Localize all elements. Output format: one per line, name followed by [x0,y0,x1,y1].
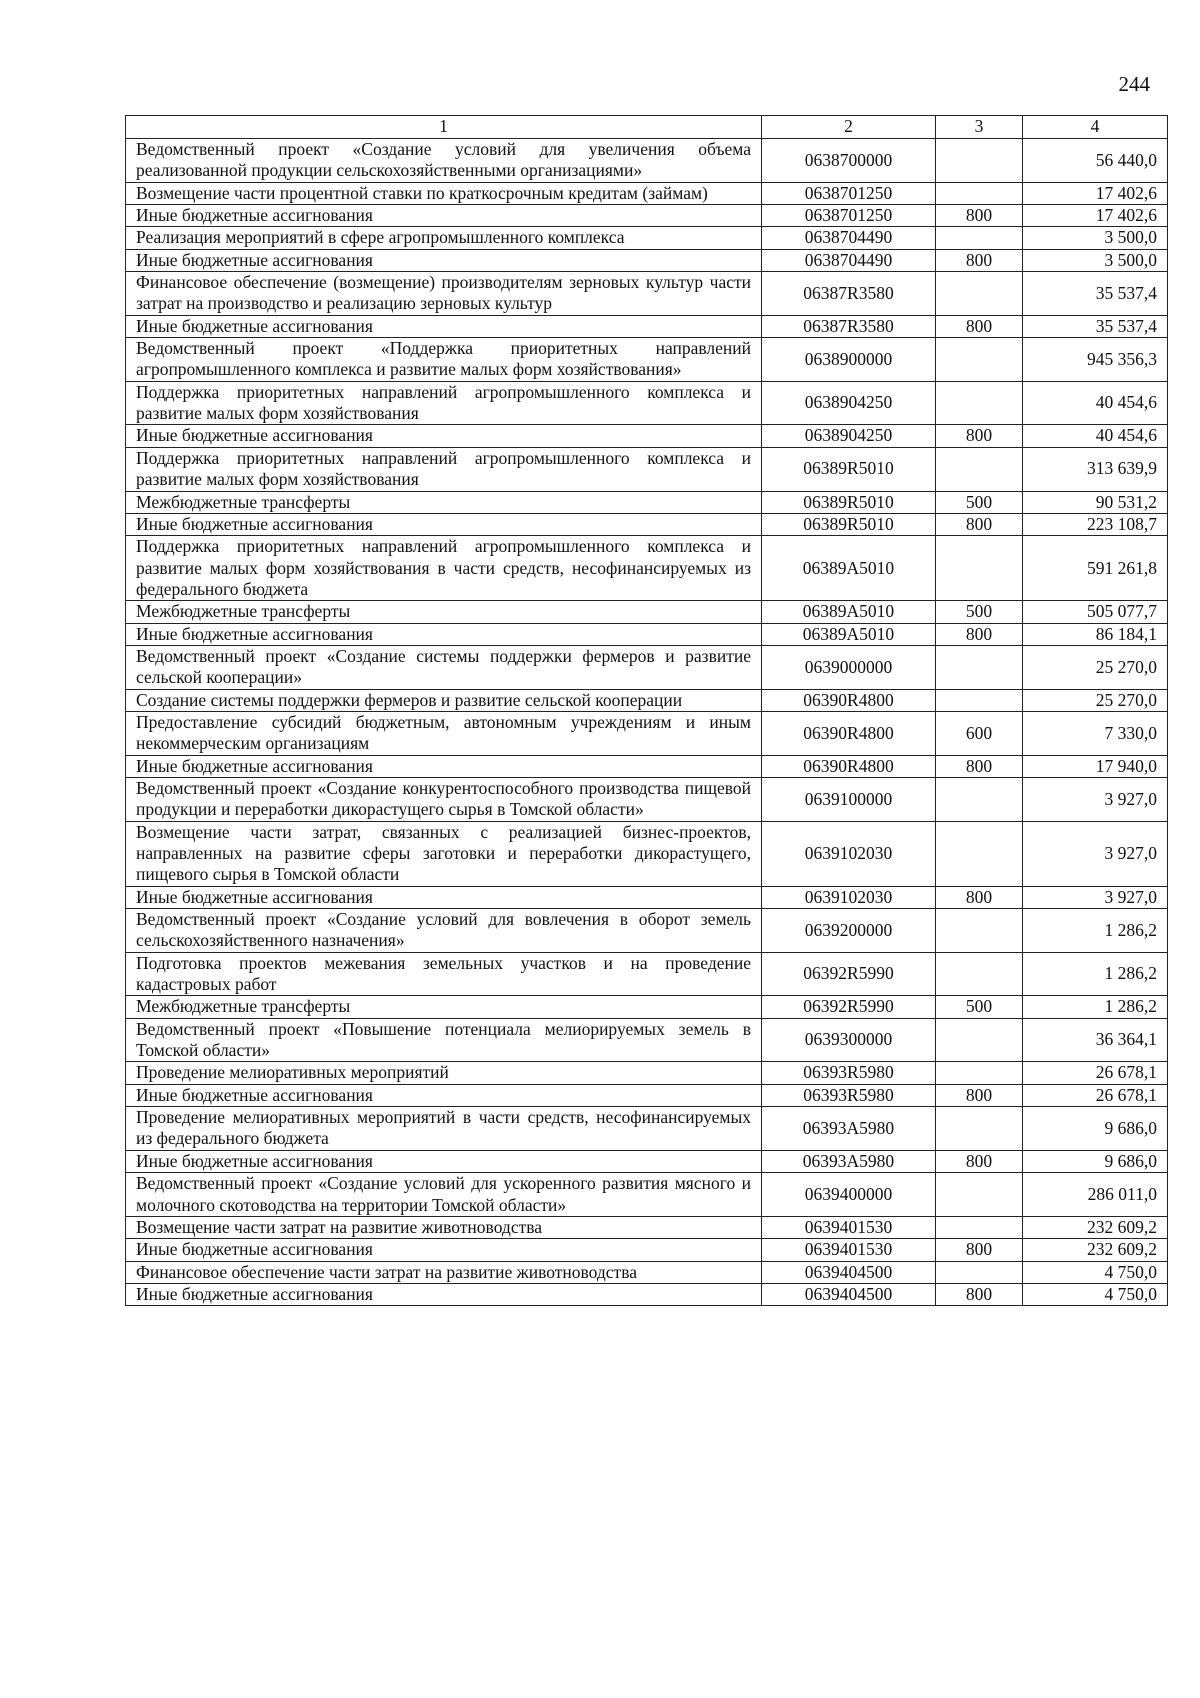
row-code: 0639102030 [762,886,936,908]
table-row [126,227,1168,249]
row-code: 0639404500 [762,1261,936,1283]
table-row [126,777,1168,821]
row-name: Ведомственный проект «Создание системы поддержки фермеров и развитие сельской кооперации» [126,645,762,689]
table-row [126,909,1168,953]
row-amount: 945 356,3 [1023,338,1168,382]
row-amount: 9 686,0 [1023,1107,1168,1151]
row-code: 0639102030 [762,821,936,886]
header-col-1: 1 [126,116,762,139]
row-code: 06387R3580 [762,315,936,337]
row-name: Создание системы поддержки фермеров и развитие сельской кооперации [126,689,762,711]
row-name: Иные бюджетные ассигнования [126,315,762,337]
page-number: 244 [1118,72,1150,96]
row-name: Иные бюджетные ассигнования [126,1239,762,1261]
row-type [936,272,1023,316]
header-col-4: 4 [1023,116,1168,139]
row-type: 600 [936,711,1023,755]
row-name: Межбюджетные трансферты [126,996,762,1018]
row-type: 800 [936,1283,1023,1305]
table-row [126,1261,1168,1283]
row-name: Подготовка проектов межевания земельных участков и на проведение кадастровых работ [126,952,762,996]
header-col-3: 3 [936,116,1023,139]
row-amount: 25 270,0 [1023,645,1168,689]
row-amount: 1 286,2 [1023,996,1168,1018]
row-name: Ведомственный проект «Создание условий для вовлечения в оборот земель сельскохозяйственного назначения» [126,909,762,953]
row-amount: 1 286,2 [1023,909,1168,953]
table-row [126,601,1168,623]
row-amount: 3 927,0 [1023,777,1168,821]
row-name: Ведомственный проект «Повышение потенциала мелиорируемых земель в Томской области» [126,1018,762,1062]
row-name: Иные бюджетные ассигнования [126,1150,762,1172]
row-amount: 40 454,6 [1023,425,1168,447]
row-type [936,1173,1023,1217]
row-type [936,821,1023,886]
row-name: Проведение мелиоративных мероприятий в части средств, несофинансируемых из федерального бюджета [126,1107,762,1151]
row-name: Иные бюджетные ассигнования [126,249,762,271]
table-row [126,1239,1168,1261]
row-name: Реализация мероприятий в сфере агропромышленного комплекса [126,227,762,249]
table-header [126,116,1168,139]
row-code: 0638701250 [762,205,936,227]
table-row [126,1150,1168,1172]
row-amount: 17 940,0 [1023,755,1168,777]
table-body [126,139,1168,1306]
row-code: 06389A5010 [762,536,936,601]
row-amount: 35 537,4 [1023,315,1168,337]
row-amount: 7 330,0 [1023,711,1168,755]
row-name: Возмещение части затрат, связанных с реализацией бизнес-проектов, направленных на развитие сферы заготовки и переработки дикорастущего, пищевого сырья в Томской области [126,821,762,886]
table-row [126,821,1168,886]
row-name: Проведение мелиоративных мероприятий [126,1062,762,1084]
row-code: 06392R5990 [762,952,936,996]
row-name: Ведомственный проект «Создание условий для ускоренного развития мясного и молочного скотоводства на территории Томской области» [126,1173,762,1217]
row-amount: 56 440,0 [1023,139,1168,183]
row-code: 06389A5010 [762,623,936,645]
row-amount: 36 364,1 [1023,1018,1168,1062]
row-type [936,381,1023,425]
row-amount: 4 750,0 [1023,1283,1168,1305]
row-type [936,645,1023,689]
row-code: 0639300000 [762,1018,936,1062]
row-amount: 25 270,0 [1023,689,1168,711]
row-name: Иные бюджетные ассигнования [126,1084,762,1106]
table-row [126,182,1168,204]
table-row [126,689,1168,711]
header-row [126,116,1168,139]
row-type [936,952,1023,996]
row-type [936,338,1023,382]
row-code: 0638700000 [762,139,936,183]
row-amount: 3 500,0 [1023,227,1168,249]
row-code: 06393A5980 [762,1107,936,1151]
table-row [126,1173,1168,1217]
row-type: 800 [936,315,1023,337]
row-type [936,139,1023,183]
row-type: 800 [936,249,1023,271]
row-amount: 86 184,1 [1023,623,1168,645]
row-code: 06393R5980 [762,1084,936,1106]
table-row [126,1062,1168,1084]
row-name: Межбюджетные трансферты [126,601,762,623]
row-code: 06387R3580 [762,272,936,316]
row-amount: 17 402,6 [1023,182,1168,204]
row-amount: 90 531,2 [1023,491,1168,513]
row-code: 06393R5980 [762,1062,936,1084]
table-row [126,338,1168,382]
row-code: 0638704490 [762,227,936,249]
row-type: 800 [936,886,1023,908]
row-amount: 232 609,2 [1023,1216,1168,1238]
table-row [126,623,1168,645]
row-amount: 26 678,1 [1023,1062,1168,1084]
row-code: 0639200000 [762,909,936,953]
row-type: 800 [936,1150,1023,1172]
row-code: 06390R4800 [762,755,936,777]
row-type: 500 [936,601,1023,623]
row-amount: 3 927,0 [1023,886,1168,908]
row-code: 06389R5010 [762,447,936,491]
table-row [126,996,1168,1018]
row-type: 800 [936,1084,1023,1106]
row-type [936,182,1023,204]
table-row [126,315,1168,337]
row-type: 500 [936,491,1023,513]
table-row [126,711,1168,755]
row-amount: 286 011,0 [1023,1173,1168,1217]
table-row [126,205,1168,227]
row-code: 0639100000 [762,777,936,821]
table-row [126,272,1168,316]
row-type [936,447,1023,491]
row-code: 06390R4800 [762,711,936,755]
row-name: Межбюджетные трансферты [126,491,762,513]
table-row [126,1018,1168,1062]
row-amount: 232 609,2 [1023,1239,1168,1261]
row-code: 0638904250 [762,381,936,425]
row-amount: 3 500,0 [1023,249,1168,271]
row-name: Иные бюджетные ассигнования [126,1283,762,1305]
row-type: 800 [936,513,1023,535]
table-row [126,755,1168,777]
table-row [126,645,1168,689]
table-row [126,249,1168,271]
row-amount: 3 927,0 [1023,821,1168,886]
row-amount: 591 261,8 [1023,536,1168,601]
table-row [126,1084,1168,1106]
row-amount: 505 077,7 [1023,601,1168,623]
table-row [126,139,1168,183]
row-amount: 4 750,0 [1023,1261,1168,1283]
row-type [936,777,1023,821]
row-code: 0638900000 [762,338,936,382]
row-amount: 1 286,2 [1023,952,1168,996]
row-name: Иные бюджетные ассигнования [126,755,762,777]
row-amount: 17 402,6 [1023,205,1168,227]
table-row [126,425,1168,447]
row-name: Иные бюджетные ассигнования [126,205,762,227]
row-amount: 223 108,7 [1023,513,1168,535]
row-type [936,689,1023,711]
row-type [936,909,1023,953]
header-col-2: 2 [762,116,936,139]
row-type: 800 [936,205,1023,227]
row-amount: 9 686,0 [1023,1150,1168,1172]
row-type: 800 [936,1239,1023,1261]
table-row [126,381,1168,425]
row-amount: 26 678,1 [1023,1084,1168,1106]
table-row [126,886,1168,908]
row-code: 0639401530 [762,1216,936,1238]
row-name: Иные бюджетные ассигнования [126,623,762,645]
row-name: Поддержка приоритетных направлений агропромышленного комплекса и развитие малых форм хозяйствования [126,447,762,491]
table-row [126,491,1168,513]
row-name: Поддержка приоритетных направлений агропромышленного комплекса и развитие малых форм хозяйствования [126,381,762,425]
row-name: Иные бюджетные ассигнования [126,513,762,535]
row-amount: 35 537,4 [1023,272,1168,316]
row-type [936,227,1023,249]
row-code: 0639000000 [762,645,936,689]
row-amount: 313 639,9 [1023,447,1168,491]
row-type [936,536,1023,601]
row-code: 06389R5010 [762,491,936,513]
row-name: Ведомственный проект «Создание конкурентоспособного производства пищевой продукции и переработки дикорастущего сырья в Томской области» [126,777,762,821]
table-row [126,536,1168,601]
row-code: 06390R4800 [762,689,936,711]
row-name: Ведомственный проект «Поддержка приоритетных направлений агропромышленного комплекса и развитие малых форм хозяйствования» [126,338,762,382]
row-name: Предоставление субсидий бюджетным, автономным учреждениям и иным некоммерческим организациям [126,711,762,755]
row-type [936,1216,1023,1238]
row-name: Финансовое обеспечение (возмещение) производителям зерновых культур части затрат на производство и реализацию зерновых культур [126,272,762,316]
row-name: Возмещение части процентной ставки по краткосрочным кредитам (займам) [126,182,762,204]
row-code: 0639401530 [762,1239,936,1261]
row-code: 0638701250 [762,182,936,204]
row-type: 800 [936,425,1023,447]
table-row [126,1283,1168,1305]
table-row [126,1216,1168,1238]
row-type: 500 [936,996,1023,1018]
row-name: Возмещение части затрат на развитие животноводства [126,1216,762,1238]
row-code: 06389R5010 [762,513,936,535]
row-code: 06389A5010 [762,601,936,623]
row-type: 800 [936,623,1023,645]
budget-table [125,115,1168,1306]
row-code: 0639404500 [762,1283,936,1305]
table-row [126,513,1168,535]
row-code: 06392R5990 [762,996,936,1018]
table-row [126,1107,1168,1151]
table-row [126,952,1168,996]
row-amount: 40 454,6 [1023,381,1168,425]
row-name: Иные бюджетные ассигнования [126,886,762,908]
row-type [936,1107,1023,1151]
row-type: 800 [936,755,1023,777]
row-type [936,1062,1023,1084]
row-code: 06393A5980 [762,1150,936,1172]
row-type [936,1261,1023,1283]
row-code: 0638704490 [762,249,936,271]
row-name: Ведомственный проект «Создание условий для увеличения объема реализованной продукции сельскохозяйственными организациями» [126,139,762,183]
row-code: 0639400000 [762,1173,936,1217]
table-row [126,447,1168,491]
row-name: Финансовое обеспечение части затрат на развитие животноводства [126,1261,762,1283]
row-type [936,1018,1023,1062]
row-code: 0638904250 [762,425,936,447]
row-name: Иные бюджетные ассигнования [126,425,762,447]
row-name: Поддержка приоритетных направлений агропромышленного комплекса и развитие малых форм хозяйствования в части средств, несофинансируемых из федерального бюджета [126,536,762,601]
